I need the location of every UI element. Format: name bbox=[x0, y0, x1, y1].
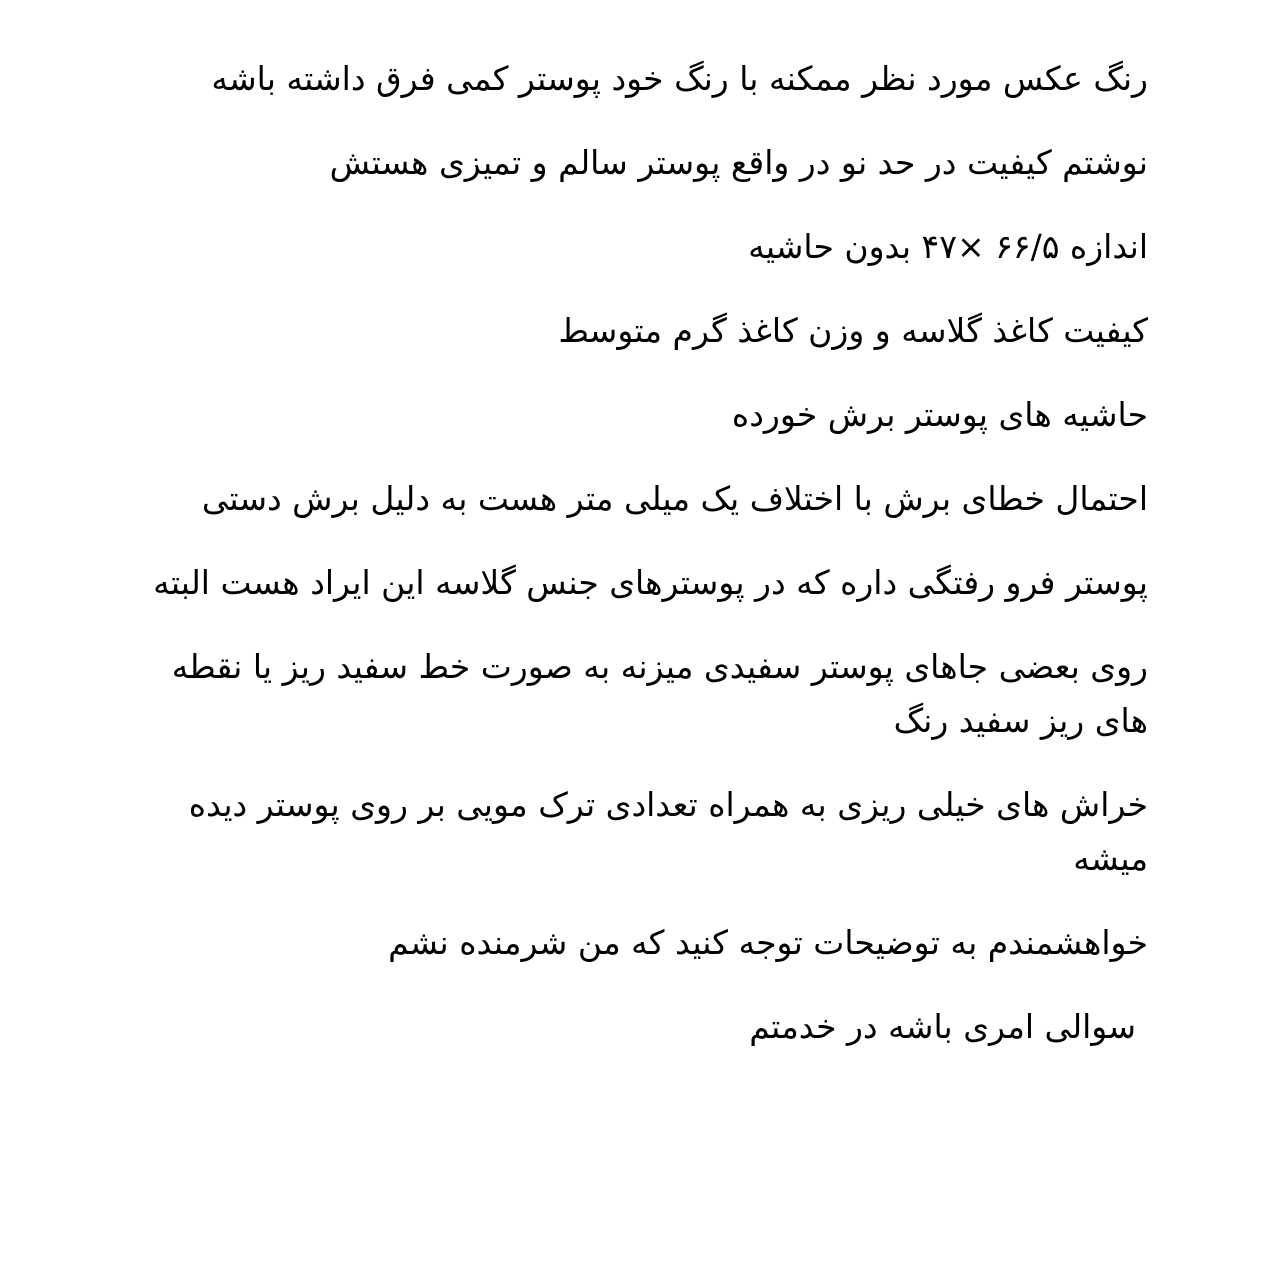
note-white-marks: روی بعضی جاهای پوستر سفیدی میزنه به صورت خط سفید ریز یا نقطه های ریز سفید رنگ bbox=[171, 647, 1148, 740]
note-cutting-error: احتمال خطای برش با اختلاف یک میلی متر هست به دلیل برش دستی bbox=[201, 479, 1148, 518]
note-color-difference: رنگ عکس مورد نظر ممکنه با رنگ خود پوستر کمی فرق داشته باشه bbox=[211, 59, 1148, 98]
poster-description bbox=[120, 52, 1148, 1084]
note-trimmed-margins: حاشیه های پوستر برش خورده bbox=[731, 395, 1148, 434]
note-dents: پوستر فرو رفتگی داره که در پوسترهای جنس گلاسه این ایراد هست البته bbox=[153, 563, 1148, 602]
note-scratches: خراش های خیلی ریزی به همراه تعدادی ترک مویی بر روی پوستر دیده میشه bbox=[188, 785, 1148, 878]
note-condition: نوشتم کیفیت در حد نو در واقع پوستر سالم و تمیزی هستش bbox=[329, 143, 1148, 182]
note-questions: سوالی امری باشه در خدمتم bbox=[749, 1007, 1136, 1046]
note-paper-quality: کیفیت کاغذ گلاسه و وزن کاغذ گرم متوسط bbox=[558, 311, 1148, 350]
note-size: اندازه ۶۶/۵ ×۴۷ بدون حاشیه bbox=[748, 227, 1148, 266]
note-please-read: خواهشمندم به توضیحات توجه کنید که من شرمنده نشم bbox=[388, 923, 1148, 962]
